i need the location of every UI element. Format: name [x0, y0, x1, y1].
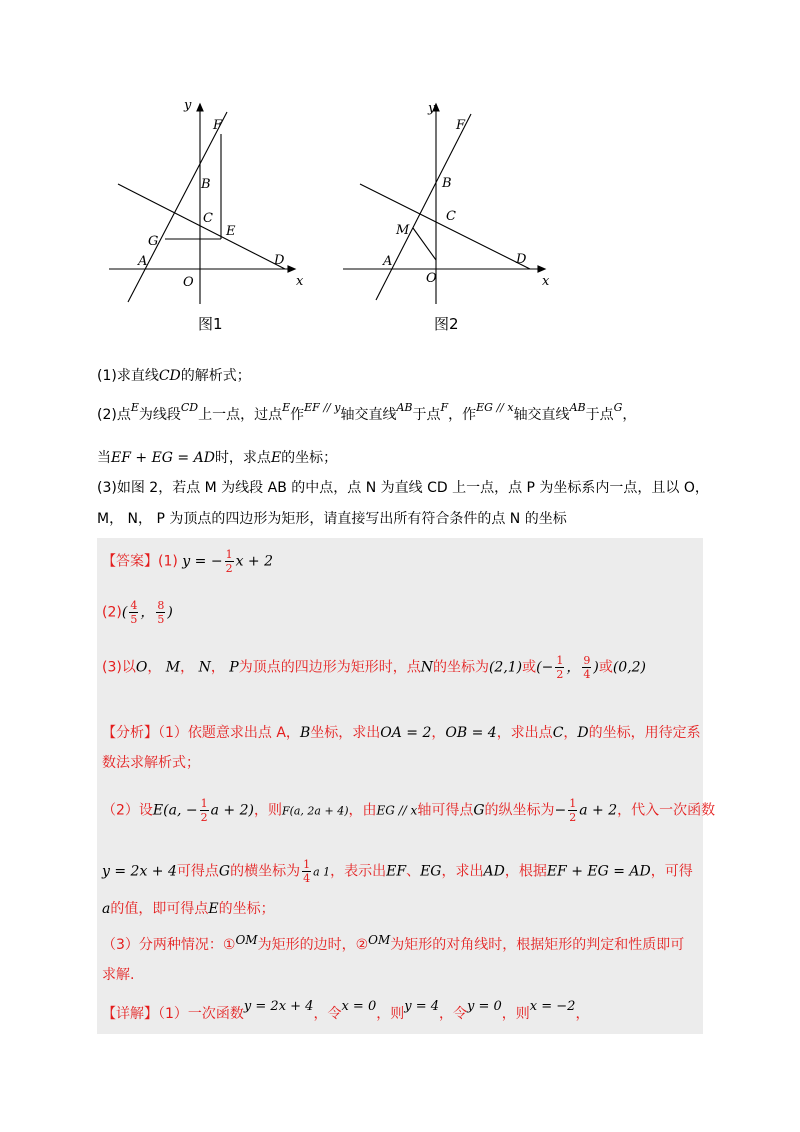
a3-p2-d2: 4 [583, 668, 591, 681]
q2-E2: E [282, 401, 291, 414]
a3-text2: 的坐标为 [432, 659, 489, 676]
an-l5c: 的坐标； [218, 901, 275, 917]
question-3-line1: (3)如图 2，若点 M 为线段 AB 的中点，点 N 为直线 CD 上一点，点 P 为坐标系内一点，且以 O， [97, 480, 709, 496]
an-l3neg: − [554, 802, 567, 819]
an-l6OM2: OM [368, 933, 391, 947]
fig1-label-B: B [201, 177, 211, 192]
q2-AB: AB [396, 401, 413, 414]
an-l3f-d: 2 [200, 811, 208, 824]
a1-frac-num: 1 [225, 548, 233, 561]
a1-lhs: y = − [182, 553, 223, 570]
an-l1B: B [299, 725, 311, 741]
a2-n2: 8 [157, 599, 165, 612]
an-l4eq: y = 2x + 4 [102, 863, 177, 880]
an-l3e: 的纵坐标为 [484, 802, 555, 819]
an-l4b: 的横坐标为 [230, 863, 301, 880]
an-l1d: ，求出点 [496, 725, 553, 741]
detail-t6: ， [575, 1006, 590, 1022]
a3-p1: (2,1) [488, 659, 523, 676]
a3-N2: N [420, 659, 433, 676]
a3-p2-close: ) [593, 659, 599, 676]
a2-close: ) [167, 604, 173, 621]
a3-p2-sep: ， [566, 659, 581, 676]
an-l4d: 、 [406, 863, 421, 880]
an-l3-frac [200, 797, 209, 824]
q2-E: E [130, 401, 139, 414]
fig2-label-F: F [456, 118, 466, 133]
an-l4EG: EG [420, 863, 442, 880]
q2-t7: ，作 [448, 407, 477, 423]
analysis-label: 【分析】 [102, 725, 158, 741]
q2-t6: 于点 [412, 407, 441, 423]
q2-l2a: 当 [97, 450, 111, 466]
q1-prefix: (1)求直线 [97, 368, 159, 384]
q2-l2c: 的坐标； [281, 450, 338, 466]
question-2-line2 [97, 448, 337, 468]
an-l4c: ，表示出 [330, 863, 387, 880]
an-l6a: （3）分两种情况：① [102, 937, 236, 953]
a1-rhs: x + 2 [235, 553, 274, 570]
fig1-label-y: y [184, 98, 192, 113]
question-3-line2: M， N， P 为顶点的四边形为矩形，请直接写出所有符合条件的点 N 的坐标 [97, 511, 567, 527]
question-1 [97, 366, 251, 386]
a3-p2-open: (− [536, 659, 554, 676]
fig2-caption: 图2 [434, 315, 459, 333]
a3-P: P [229, 659, 239, 676]
q2-t2: 为线段 [138, 407, 181, 423]
a2-frac2 [156, 599, 165, 626]
answer-label: 【答案】 [102, 553, 158, 570]
fig2-segment-OM [413, 228, 436, 260]
a2-sep: ， [140, 604, 155, 621]
an-l3f-n: 1 [200, 797, 208, 810]
an-l5E: E [208, 901, 219, 917]
fig1-line-AB [128, 112, 227, 302]
analysis-line5 [102, 898, 275, 920]
a2-prefix: (2) [102, 604, 122, 621]
a3-or2: 或 [598, 659, 613, 676]
detail-eq5: x = −2 [529, 999, 576, 1014]
q2-t3: 上一点，过点 [198, 407, 283, 423]
fig2-x-arrow [538, 266, 545, 272]
an-l1D: D [577, 725, 589, 741]
an-l4a: 可得点 [176, 863, 219, 880]
an-l3f: ，代入一次函数 [617, 802, 716, 819]
detail-eq1: y = 2x + 4 [243, 999, 314, 1014]
an-l4AD: AD [483, 863, 505, 880]
an-l3F: F(a, 2a + 4) [281, 804, 349, 818]
an-l3f2-n: 1 [569, 797, 577, 810]
an-l3E: E(a, − [152, 802, 198, 819]
q2-EF: EF // y [304, 401, 341, 414]
analysis-line6 [102, 934, 684, 956]
fig2-label-B: B [442, 176, 452, 191]
an-l1a: （1）依题意求出点 A， [158, 725, 300, 741]
detail-eq2: x = 0 [341, 999, 377, 1014]
an-l3b: ，则 [253, 802, 282, 819]
an-l1f: 的坐标，用待定系 [588, 725, 701, 741]
q2-l2-E: E [270, 450, 282, 466]
answer-1 [102, 548, 273, 575]
fig2-label-O: O [426, 271, 437, 286]
q2-EG: EG // x [476, 401, 514, 414]
detail-eq4: y = 0 [467, 999, 502, 1014]
an-l3E2: a + 2) [210, 802, 254, 819]
an-l3d: 轴可得点 [417, 802, 474, 819]
an-l3a2: a + 2 [579, 802, 618, 819]
an-l4f-d: 4 [303, 872, 311, 885]
question-2-line1 [97, 401, 637, 426]
a1-prefix: (1) [158, 553, 178, 570]
detail-label: 【详解】 [102, 1006, 158, 1022]
a3-or1: 或 [522, 659, 537, 676]
a2-d1: 5 [130, 613, 138, 626]
a3-p2-n1: 1 [556, 654, 564, 667]
q1-var: CD [158, 368, 181, 384]
fig1-label-C: C [203, 211, 213, 226]
detail-t3: ，则 [376, 1006, 405, 1022]
fig1-caption: 图1 [198, 315, 223, 333]
fig1-label-F: F [213, 118, 223, 133]
an-l1C: C [552, 725, 564, 741]
an-l4e: ，求出 [441, 863, 484, 880]
fig1-label-O: O [183, 275, 194, 290]
fig2-label-M: M [396, 223, 410, 238]
fig1-label-A: A [138, 254, 148, 269]
a3-text: 为顶点的四边形为矩形时，点 [238, 659, 421, 676]
an-l4f: ，根据 [504, 863, 547, 880]
a3-p2-frac2 [582, 654, 591, 681]
an-l6b: 为矩形的边时，② [257, 937, 369, 953]
fig1-label-E: E [226, 224, 236, 239]
a3-M: M [165, 659, 181, 676]
an-l3-frac2 [568, 797, 577, 824]
q2-l2-eq: EF + EG = AD [111, 450, 215, 466]
analysis-line4 [102, 858, 693, 885]
analysis-line1 [102, 722, 701, 744]
fig1-label-G: G [148, 234, 159, 249]
detail-line1 [102, 999, 590, 1026]
answer-panel [97, 538, 703, 1034]
an-l4g: ，可得 [650, 863, 693, 880]
fig2-label-y: y [428, 101, 436, 116]
q2-G: G [613, 401, 623, 414]
an-l5a: a [102, 901, 111, 917]
q2-l2b: 时，求点 [214, 450, 271, 466]
q2-CD: CD [180, 401, 199, 414]
fig1-label-x: x [296, 274, 304, 289]
an-l3f2-d: 2 [569, 811, 577, 824]
an-l4eq2: EF + EG = AD [546, 863, 651, 880]
an-l1c: ， [431, 725, 446, 741]
an-l3G: G [473, 802, 485, 819]
an-l4-frac [302, 858, 311, 885]
a3-prefix: (3)以 [102, 659, 136, 676]
fig1-y-arrow [197, 104, 203, 111]
a2-n1: 4 [130, 599, 138, 612]
q2-t8: 轴交直线 [513, 407, 570, 423]
q2-t4: 作 [290, 407, 305, 423]
q2-t10: ， [622, 407, 637, 423]
geometry-figures [100, 92, 580, 342]
answer-3: (3)以O， M， N， P为顶点的四边形为矩形时，点N的坐标为(2,1)或(− $\frac{1}{2}$ ， $\frac{9}{4}$ )或(0,2) [102, 654, 647, 681]
answer-2 [102, 599, 173, 626]
analysis-line2: 数法求解析式； [102, 755, 200, 771]
detail-t5: ，则 [501, 1006, 530, 1022]
q2-t9: 于点 [585, 407, 614, 423]
an-l1eq1: OA = 2 [380, 725, 432, 741]
a1-frac [225, 548, 234, 575]
fig2-line-AB [376, 114, 471, 300]
an-l6c: 为矩形的对角线时，根据矩形的判定和性质即可 [390, 937, 685, 953]
detail-t2: ，令 [313, 1006, 342, 1022]
detail-eq3: y = 4 [404, 999, 440, 1014]
figure-1 [109, 104, 295, 304]
a3-p2-frac1 [555, 654, 564, 681]
analysis-line3 [102, 797, 715, 824]
a1-frac-den: 2 [225, 562, 233, 575]
a3-N: N [198, 659, 211, 676]
a2-frac1 [129, 599, 138, 626]
a3-O: O [135, 659, 148, 676]
an-l1eq2: OB = 4 [445, 725, 497, 741]
detail-t4: ，令 [439, 1006, 468, 1022]
q2-F: F [440, 401, 449, 414]
a2-open: ( [121, 604, 128, 621]
a3-p2-n2: 9 [583, 654, 591, 667]
analysis-line7: 求解. [102, 967, 135, 983]
fig2-label-D: D [516, 252, 527, 267]
q2-t1: (2)点 [97, 407, 131, 423]
an-l3c: ，由 [348, 802, 377, 819]
figure-2 [343, 104, 545, 304]
an-l5b: 的值，即可得点 [110, 901, 209, 917]
a3-p3: (0,2) [612, 659, 647, 676]
an-l4G: G [218, 863, 231, 880]
fig2-label-C: C [446, 209, 456, 224]
an-l6OM: OM [235, 933, 258, 947]
an-l4f-n: 1 [303, 858, 311, 871]
an-l4v: a 1 [313, 865, 331, 879]
fig2-label-A: A [383, 254, 393, 269]
detail-t1: （1）一次函数 [158, 1006, 244, 1022]
an-l1b: 坐标，求出 [310, 725, 381, 741]
q2-t5: 轴交直线 [340, 407, 397, 423]
an-l3a: （2）设 [102, 802, 153, 819]
fig1-x-arrow [288, 266, 295, 272]
fig2-label-x: x [542, 274, 550, 289]
a3-p2-d1: 2 [556, 668, 564, 681]
an-l4EF: EF [386, 863, 407, 880]
q2-AB2: AB [569, 401, 586, 414]
an-l3EG: EG // x [376, 803, 418, 818]
an-l1e: ， [563, 725, 578, 741]
fig1-label-D: D [274, 253, 285, 268]
a2-d2: 5 [157, 613, 165, 626]
figures [100, 92, 580, 342]
q1-suffix: 的解析式； [180, 368, 251, 384]
